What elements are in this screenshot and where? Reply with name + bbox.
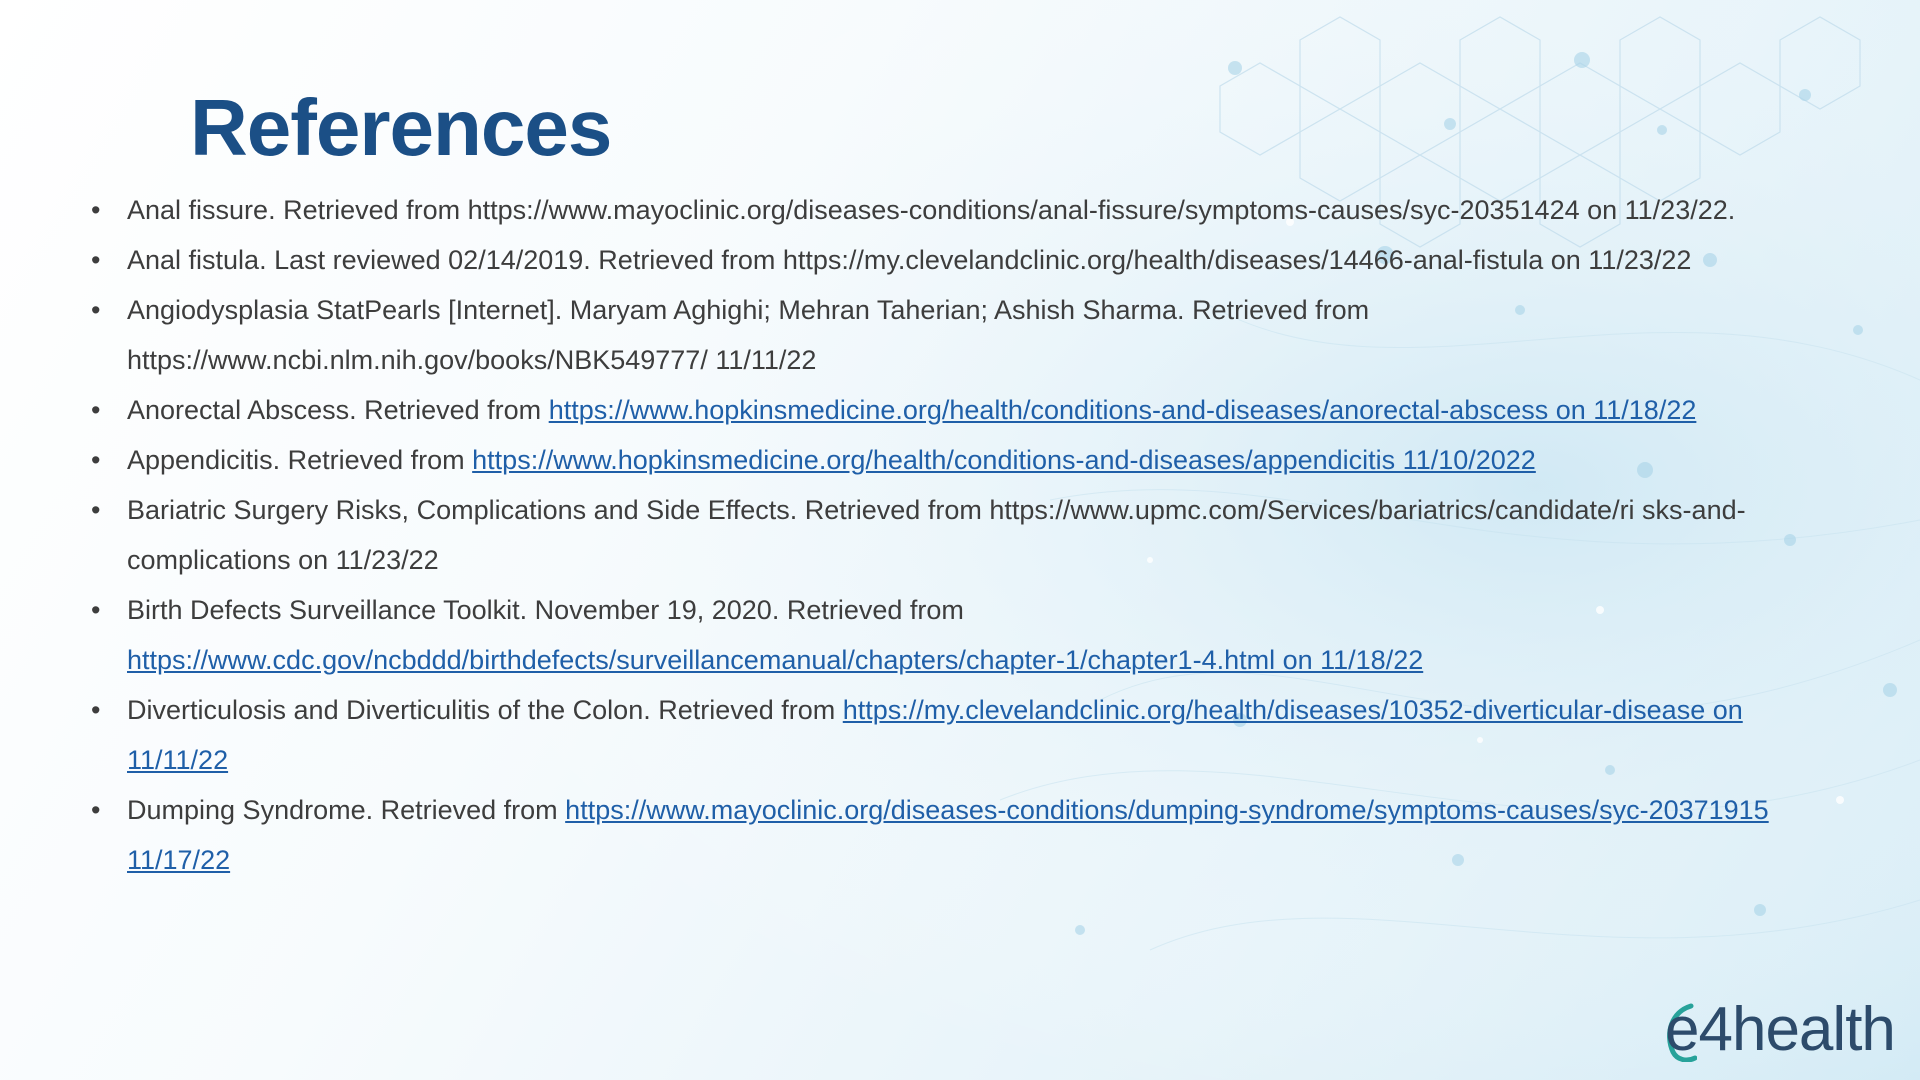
- reference-text: Dumping Syndrome. Retrieved from: [127, 795, 566, 825]
- logo-wordmark: [1665, 990, 1895, 1070]
- logo-prefix: e: [1665, 995, 1699, 1064]
- bullet-icon: •: [91, 595, 101, 625]
- logo-suffix: health: [1731, 995, 1895, 1064]
- reference-item: [91, 385, 1811, 435]
- reference-list: [91, 185, 1811, 885]
- reference-item: [91, 685, 1811, 785]
- page-title: References: [190, 83, 612, 172]
- reference-text: Bariatric Surgery Risks, Complications and Side Effects. Retrieved from https://www.upmc.com/Services/bariatrics/candidate/ri sks-and-complications on 11/23/22: [127, 495, 1746, 575]
- bullet-icon: •: [91, 195, 101, 225]
- reference-link[interactable]: https://www.cdc.gov/ncbddd/birthdefects/surveillancemanual/chapters/chapter-1/chapter1-4.html on 11/18/22: [127, 645, 1424, 675]
- bullet-icon: •: [91, 795, 101, 825]
- bullet-icon: •: [91, 295, 101, 325]
- reference-text: Diverticulosis and Diverticulitis of the Colon. Retrieved from: [127, 695, 843, 725]
- e4health-logo: [1665, 990, 1895, 1070]
- logo-four: 4: [1698, 995, 1732, 1064]
- reference-text: Angiodysplasia StatPearls [Internet]. Maryam Aghighi; Mehran Taherian; Ashish Sharma. Retrieved from https://www.ncbi.nlm.nih.gov/books/NBK549777/ 11/11/22: [127, 295, 1370, 375]
- bullet-icon: •: [91, 445, 101, 475]
- reference-link[interactable]: https://www.mayoclinic.org/diseases-conditions/dumping-syndrome/symptoms-causes/syc-20371915 11/17/22: [127, 795, 1769, 875]
- reference-text: Anal fissure. Retrieved from https://www.mayoclinic.org/diseases-conditions/anal-fissure/symptoms-causes/syc-20351424 on 11/23/22.: [127, 195, 1736, 225]
- reference-text: Appendicitis. Retrieved from: [127, 445, 473, 475]
- reference-item: [91, 185, 1811, 235]
- reference-item: [91, 435, 1811, 485]
- reference-link[interactable]: https://www.hopkinsmedicine.org/health/conditions-and-diseases/anorectal-abscess on 11/18/22: [548, 395, 1697, 425]
- reference-link[interactable]: https://www.hopkinsmedicine.org/health/conditions-and-diseases/appendicitis 11/10/2022: [472, 445, 1536, 475]
- bullet-icon: •: [91, 695, 101, 725]
- reference-text: Anal fistula. Last reviewed 02/14/2019. Retrieved from https://my.clevelandclinic.org/health/diseases/14466-anal-fistula on 11/23/22: [127, 245, 1692, 275]
- reference-item: [91, 785, 1811, 885]
- reference-text: Anorectal Abscess. Retrieved from: [127, 395, 549, 425]
- reference-item: [91, 585, 1811, 685]
- bullet-icon: •: [91, 395, 101, 425]
- reference-link[interactable]: https://my.clevelandclinic.org/health/diseases/10352-diverticular-disease on 11/11/22: [127, 695, 1743, 775]
- reference-text: Birth Defects Surveillance Toolkit. November 19, 2020. Retrieved from: [127, 595, 964, 625]
- bullet-icon: •: [91, 245, 101, 275]
- reference-item: [91, 235, 1811, 285]
- reference-item: [91, 485, 1811, 585]
- reference-item: [91, 285, 1811, 385]
- bullet-icon: •: [91, 495, 101, 525]
